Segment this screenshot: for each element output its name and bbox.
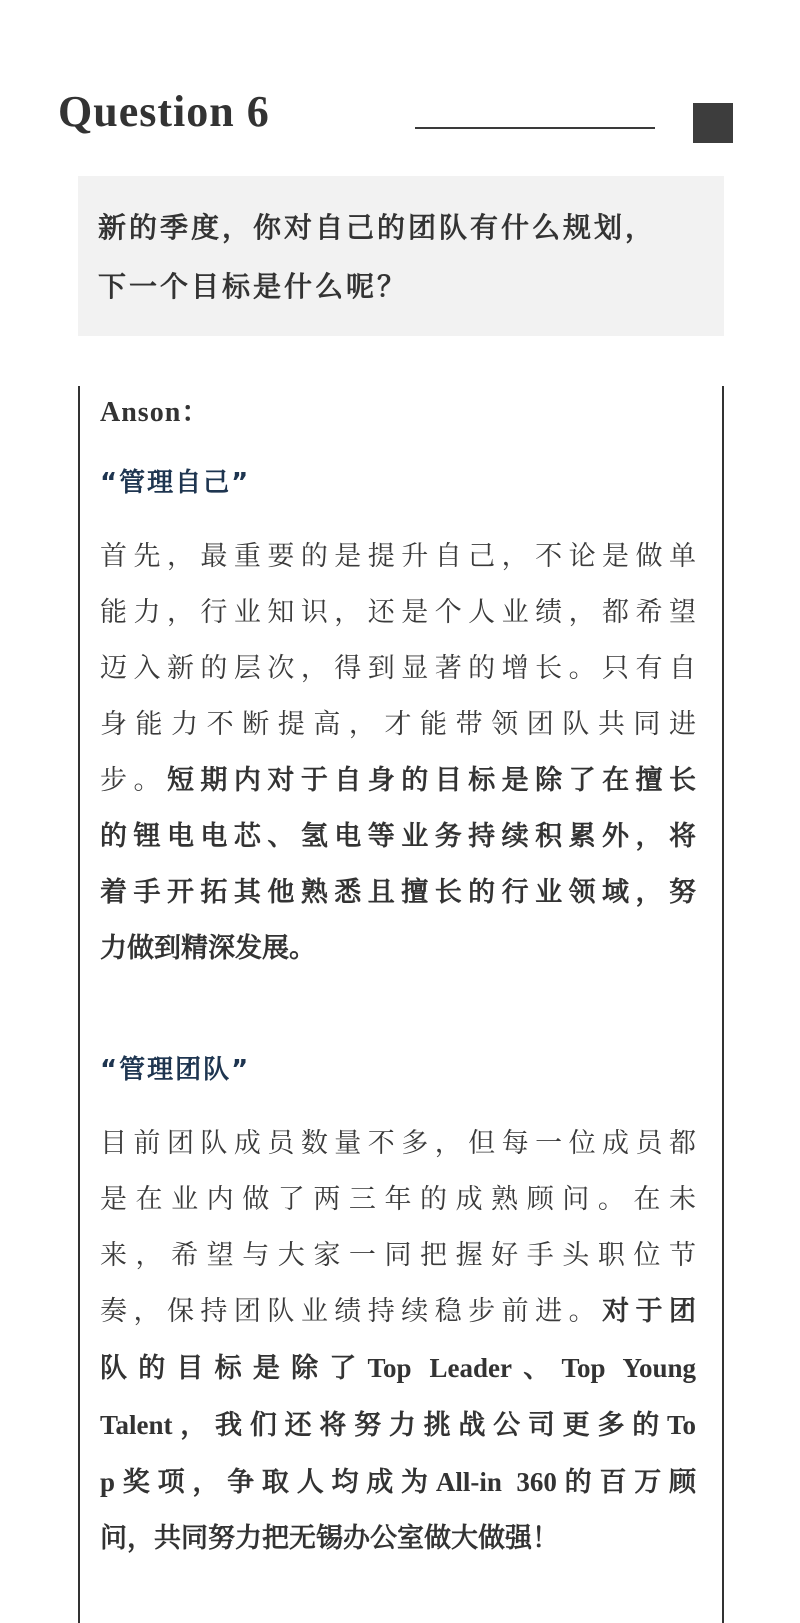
question-title: Question 6 bbox=[58, 87, 270, 136]
paragraph-line bbox=[100, 809, 696, 865]
question-text-line: 下一个目标是什么呢？ bbox=[98, 270, 409, 303]
paragraph-line bbox=[100, 1228, 696, 1284]
body-text: 能力，行业知识，还是个人业绩，都希望 bbox=[100, 596, 696, 628]
title-square-decoration bbox=[693, 103, 733, 143]
paragraph-line bbox=[100, 1340, 696, 1397]
paragraph-line bbox=[100, 529, 696, 585]
body-text: 身能力不断提高，才能带领团队共同进 bbox=[100, 708, 696, 740]
bold-text: 问，共同努力把无锡办公室做大做强！ bbox=[100, 1522, 559, 1554]
section-heading-team: “管理团队” bbox=[100, 1054, 251, 1085]
bold-text: 的百万顾 bbox=[556, 1466, 697, 1498]
question-text-line: 新的季度，你对自己的团队有什么规划， bbox=[98, 211, 657, 244]
paragraph-line bbox=[100, 865, 696, 921]
body-text: 步。 bbox=[100, 764, 167, 796]
bold-text: 、 bbox=[512, 1352, 562, 1384]
paragraph-line bbox=[100, 1511, 696, 1567]
section-paragraph-team bbox=[100, 1116, 696, 1567]
section-paragraph-self bbox=[100, 529, 696, 977]
bold-text: 奖项，争取人均成为 bbox=[115, 1466, 436, 1498]
body-text: 迈入新的层次，得到显著的增长。只有自 bbox=[100, 652, 696, 684]
answer-block bbox=[78, 386, 724, 1623]
bold-text: To bbox=[666, 1409, 696, 1440]
question-box bbox=[78, 176, 724, 336]
paragraph-line bbox=[100, 1397, 696, 1454]
section-heading-self: “管理自己” bbox=[100, 467, 251, 498]
speaker-name: Anson： bbox=[100, 397, 211, 428]
bold-text: Talent bbox=[100, 1409, 173, 1440]
bold-text: 队的目标是除了 bbox=[100, 1352, 368, 1384]
body-text: 来，希望与大家一同把握好手头职位节 bbox=[100, 1239, 696, 1271]
paragraph-line bbox=[100, 641, 696, 697]
bold-text: Top Young bbox=[561, 1352, 697, 1383]
bold-text: 短期内对于自身的目标是除了在擅长 bbox=[166, 764, 697, 796]
paragraph-line bbox=[100, 1454, 696, 1511]
paragraph-line bbox=[100, 585, 696, 641]
paragraph-line bbox=[100, 697, 696, 753]
body-text: 首先，最重要的是提升自己，不论是做单 bbox=[100, 540, 696, 572]
bold-text: Top Leader bbox=[367, 1352, 513, 1383]
body-text: 奏，保持团队业绩持续稳步前进。 bbox=[100, 1295, 603, 1327]
bold-text: 的锂电电芯、氢电等业务持续积累外，将 bbox=[100, 820, 696, 852]
bold-text: 力做到精深发展。 bbox=[100, 932, 316, 964]
paragraph-line bbox=[100, 921, 696, 977]
bold-text: ，我们还将努力挑战公司更多的 bbox=[172, 1409, 667, 1441]
paragraph-line bbox=[100, 753, 696, 809]
title-divider-line bbox=[415, 127, 655, 129]
paragraph-line bbox=[100, 1172, 696, 1228]
bold-text: p bbox=[100, 1466, 116, 1497]
bold-text: 对于团 bbox=[602, 1295, 697, 1327]
paragraph-line bbox=[100, 1284, 696, 1340]
body-text: 是在业内做了两三年的成熟顾问。在未 bbox=[100, 1183, 696, 1215]
paragraph-line bbox=[100, 1116, 696, 1172]
body-text: 目前团队成员数量不多，但每一位成员都 bbox=[100, 1127, 696, 1159]
bold-text: All-in 360 bbox=[435, 1466, 557, 1497]
bold-text: 着手开拓其他熟悉且擅长的行业领域，努 bbox=[100, 876, 696, 908]
